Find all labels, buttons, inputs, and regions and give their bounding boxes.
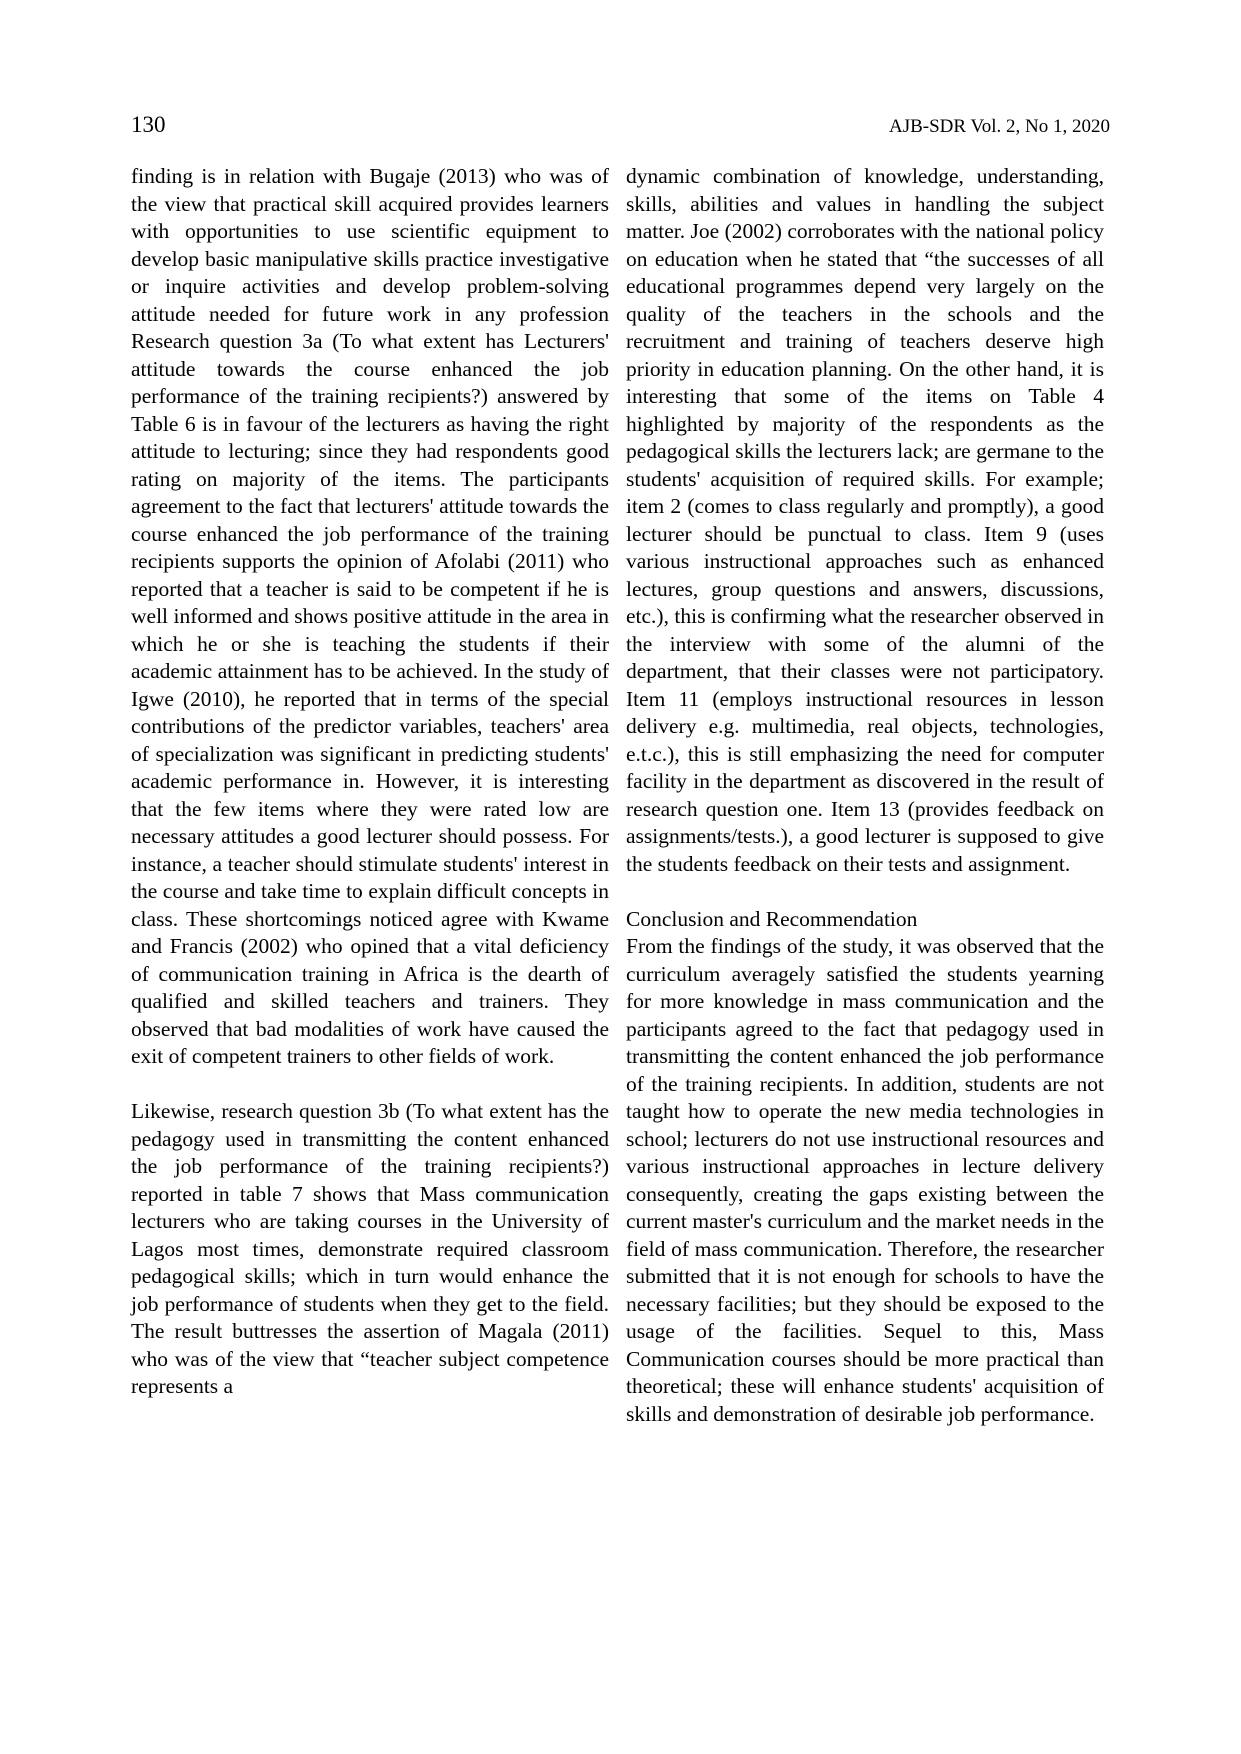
left-column: [131, 163, 609, 1428]
body-paragraph: From the findings of the study, it was observed that the curriculum averagely satisfied the students yearning for more knowledge in mass communication and the participants agreed to the fact that pedagogy used in transmitting the content enhanced the job performance of the training recipients. In addition, students are not taught how to operate the new media technologies in school; lecturers do not use instructional resources and various instructional approaches in lecture delivery consequently, creating the gaps existing between the current master's curriculum and the market needs in the field of mass communication. Therefore, the researcher submitted that it is not enough for schools to have the necessary facilities; but they should be exposed to the usage of the facilities. Sequel to this, Mass Communication courses should be more practical than theoretical; these will enhance students' acquisition of skills and demonstration of desirable job performance.: [626, 934, 1104, 1426]
page-number: 130: [131, 112, 166, 137]
body-paragraph: finding is in relation with Bugaje (2013) who was of the view that practical skill acquired provides learners with opportunities to use scientific equipment to develop basic manipulative skills practice investigative or inquire activities and develop problem-solving attitude needed for future work in any profession Research question 3a (To what extent has Lecturers' attitude towards the course enhanced the job performance of the training recipients?) answered by Table 6 is in favour of the lecturers as having the right attitude to lecturing; since they had respondents good rating on majority of the items. The participants agreement to the fact that lecturers' attitude towards the course enhanced the job performance of the training recipients supports the opinion of Afolabi (2011) who reported that a teacher is said to be competent if he is well informed and shows positive attitude in the area in which he or she is teaching the students if their academic attainment has to be achieved. In the study of Igwe (2010), he reported that in terms of the special contributions of the predictor variables, teachers' area of specialization was significant in predicting students' academic performance in. However, it is interesting that the few items where they were rated low are necessary attitudes a good lecturer should possess. For instance, a teacher should stimulate students' interest in the course and take time to explain difficult concepts in class. These shortcomings noticed agree with Kwame and Francis (2002) who opined that a vital deficiency of communication training in Africa is the dearth of qualified and skilled teachers and trainers. They observed that bad modalities of work have caused the exit of competent trainers to other fields of work.: [131, 164, 609, 1068]
body-paragraph: Likewise, research question 3b (To what extent has the pedagogy used in transmitting the content enhanced the job performance of the training recipients?) reported in table 7 shows that Mass communication lecturers who are taking courses in the University of Lagos most times, demonstrate required classroom pedagogical skills; which in turn would enhance the job performance of students when they get to the field. The result buttresses the assertion of Magala (2011) who was of the view that “teacher subject competence represents a: [131, 1099, 609, 1398]
body-paragraph: dynamic combination of knowledge, understanding, skills, abilities and values in handling the subject matter. Joe (2002) corroborates with the national policy on education when he stated that “the successes of all educational programmes depend very largely on the quality of the teachers in the schools and the recruitment and training of teachers deserve high priority in education planning. On the other hand, it is interesting that some of the items on Table 4 highlighted by majority of the respondents as the pedagogical skills the lecturers lack; are germane to the students' acquisition of required skills. For example; item 2 (comes to class regularly and promptly), a good lecturer should be punctual to class. Item 9 (uses various instructional approaches such as enhanced lectures, group questions and answers, discussions, etc.), this is confirming what the researcher observed in the interview with some of the alumni of the department, that their classes were not participatory. Item 11 (employs instructional resources in lesson delivery e.g. multimedia, real objects, technologies, e.t.c.), this is still emphasizing the need for computer facility in the department as discovered in the result of research question one. Item 13 (provides feedback on assignments/tests.), a good lecturer is supposed to give the students feedback on their tests and assignment.: [626, 164, 1104, 876]
journal-reference: AJB-SDR Vol. 2, No 1, 2020: [888, 116, 1110, 137]
two-column-body: [0, 140, 1241, 1428]
section-heading: Conclusion and Recommendation: [626, 906, 918, 931]
right-column: [626, 163, 1104, 1428]
page-header: [0, 0, 1241, 140]
